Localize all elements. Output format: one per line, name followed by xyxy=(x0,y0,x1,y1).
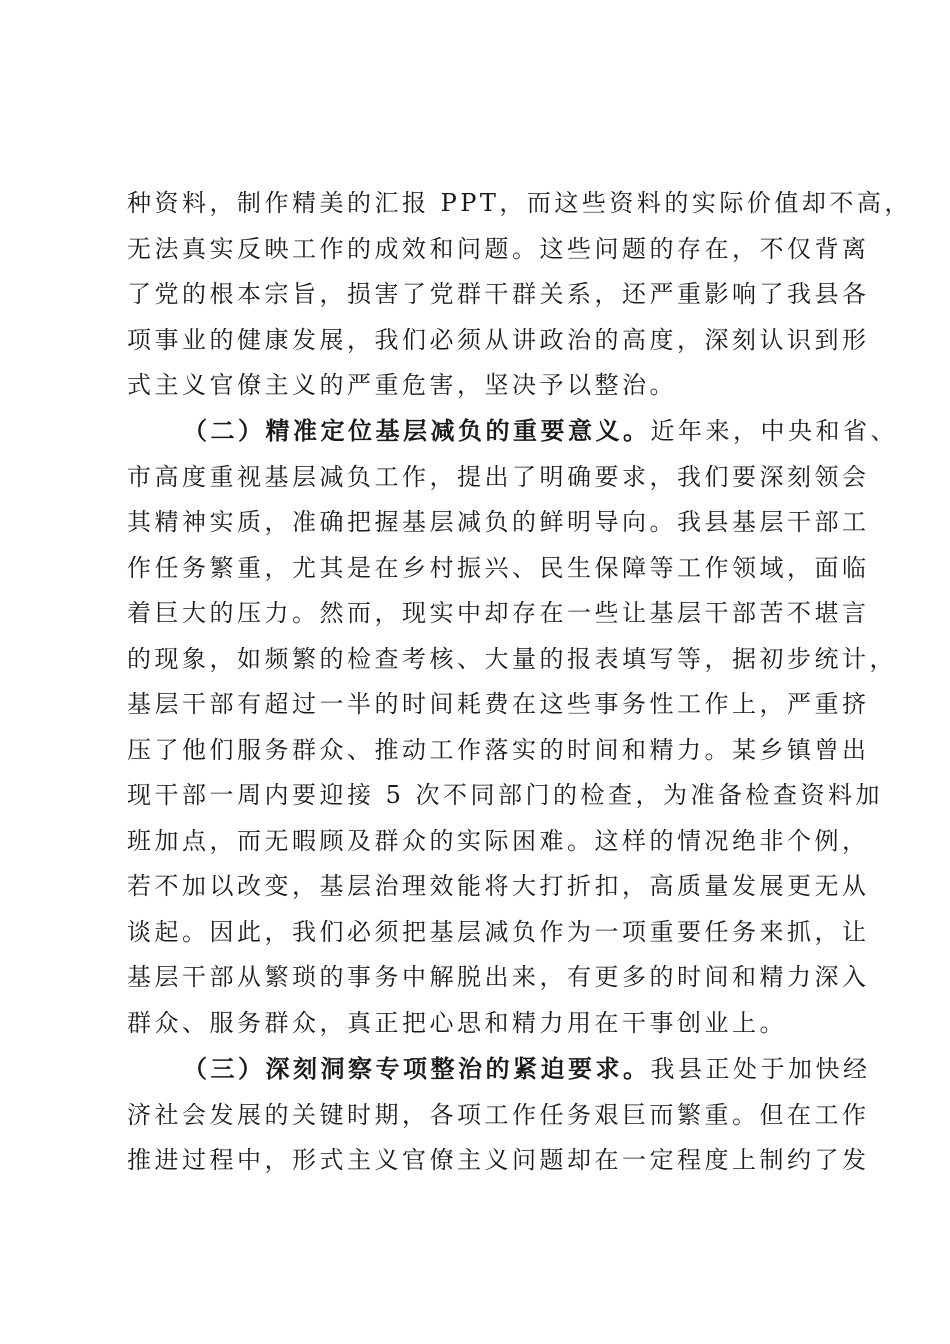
paragraph-line: 群众、服务群众，真正把心思和精力用在干事创业上。 xyxy=(127,1008,787,1037)
paragraph-line: 项事业的健康发展，我们必须从讲政治的高度，深刻认识到形 xyxy=(127,325,870,354)
paragraph-line: 无法真实反映工作的成效和问题。这些问题的存在，不仅背离 xyxy=(127,234,870,263)
paragraph-line: 的现象，如频繁的检查考核、大量的报表填写等，据初步统计， xyxy=(127,644,897,673)
paragraph-line: 了党的根本宗旨，损害了党群干群关系，还严重影响了我县各 xyxy=(127,280,870,308)
paragraph-line: 着巨大的压力。然而，现实中却存在一些让基层干部苦不堪言 xyxy=(127,599,870,627)
paragraph-first-line xyxy=(127,1047,871,1093)
paragraph-first-line xyxy=(127,409,898,455)
section-heading: （三）深刻洞察专项整治的紧迫要求。 xyxy=(183,1055,651,1083)
paragraph-line: 种资料，制作精美的汇报 PPT，而这些资料的实际价值却不高， xyxy=(127,189,912,217)
paragraph-text: 近年来，中央和省、 xyxy=(650,417,898,445)
paragraph-line: 其精神实质，准确把握基层减负的鲜明导向。我县基层干部工 xyxy=(127,508,870,536)
paragraph-line: 式主义官僚主义的严重危害，坚决予以整治。 xyxy=(127,371,677,399)
paragraph-line: 基层干部从繁琐的事务中解脱出来，有更多的时间和精力深入 xyxy=(127,963,870,991)
paragraph-line: 压了他们服务群众、推动工作落实的时间和精力。某乡镇曾出 xyxy=(127,735,870,764)
paragraph-text: 我县正处于加快经 xyxy=(650,1055,871,1083)
paragraph-line: 市高度重视基层减负工作，提出了明确要求，我们要深刻领会 xyxy=(127,462,870,491)
paragraph-line: 推进过程中，形式主义官僚主义问题却在一定程度上制约了发 xyxy=(127,1146,870,1174)
paragraph-line: 基层干部有超过一半的时间耗费在这些事务性工作上，严重挤 xyxy=(127,690,870,718)
paragraph-line: 若不加以改变，基层治理效能将大打折扣，高质量发展更无从 xyxy=(127,872,870,900)
paragraph-1 xyxy=(127,181,912,409)
section-heading: （二）精准定位基层减负的重要意义。 xyxy=(183,417,651,445)
paragraph-line: 作任务繁重，尤其是在乡村振兴、民生保障等工作领域，面临 xyxy=(127,553,870,582)
paragraph-3 xyxy=(127,1047,871,1184)
paragraph-line: 谈起。因此，我们必须把基层减负作为一项重要任务来抓，让 xyxy=(127,917,870,946)
paragraph-line: 济社会发展的关键时期，各项工作任务艰巨而繁重。但在工作 xyxy=(127,1100,870,1129)
paragraph-line: 班加点，而无暇顾及群众的实际困难。这样的情况绝非个例， xyxy=(127,826,870,855)
paragraph-2 xyxy=(127,409,898,1046)
paragraph-line: 现干部一周内要迎接 5 次不同部门的检查，为准备检查资料加 xyxy=(127,781,884,809)
